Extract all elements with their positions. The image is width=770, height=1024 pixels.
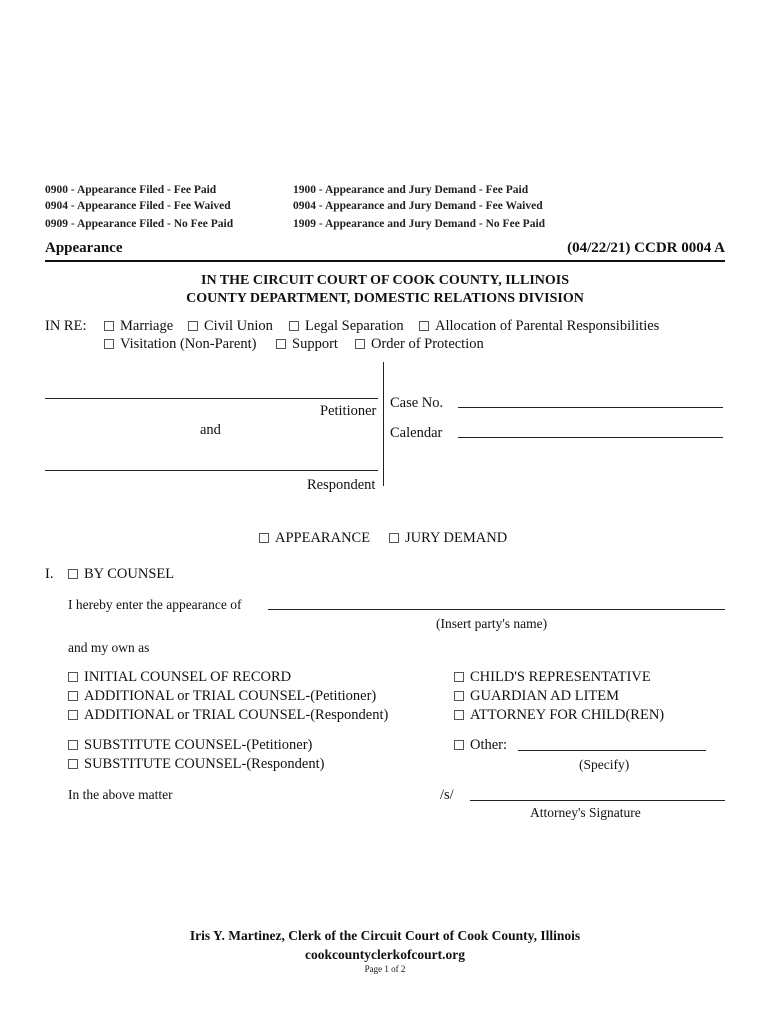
respondent-label: Respondent	[307, 477, 376, 493]
case-no-field[interactable]	[458, 407, 723, 408]
other-specify-field[interactable]	[518, 750, 706, 751]
case-no-label: Case No.	[390, 395, 444, 411]
checkbox-icon[interactable]	[389, 533, 399, 543]
checkbox-icon[interactable]	[454, 740, 464, 750]
specify-hint: (Specify)	[579, 757, 630, 772]
code-0904: 0904 - Appearance Filed - Fee Waived	[45, 200, 231, 212]
and-label: and	[200, 422, 221, 438]
section-number: I.	[45, 566, 54, 582]
signature-label: Attorney's Signature	[530, 805, 641, 820]
form-title: Appearance	[45, 240, 123, 256]
option-label: APPEARANCE	[275, 530, 371, 546]
in-re-allocation[interactable]	[419, 318, 659, 335]
court-name: IN THE CIRCUIT COURT OF COOK COUNTY, ILLINOIS	[201, 273, 569, 288]
checkbox-icon[interactable]	[419, 321, 429, 331]
option-label: CHILD'S REPRESENTATIVE	[470, 669, 651, 685]
checkbox-icon[interactable]	[259, 533, 269, 543]
in-re-visitation[interactable]	[104, 336, 256, 353]
option-attorney-for-children[interactable]	[454, 707, 664, 724]
in-re-marriage[interactable]	[104, 318, 173, 335]
petitioner-name-line[interactable]	[45, 398, 378, 399]
clerk-name: Iris Y. Martinez, Clerk of the Circuit Court of Cook County, Illinois	[189, 928, 581, 943]
checkbox-icon[interactable]	[454, 710, 464, 720]
checkbox-icon[interactable]	[68, 740, 78, 750]
enter-appearance-text: I hereby enter the appearance of	[68, 597, 242, 612]
code-0909: 0909 - Appearance Filed - No Fee Paid	[45, 218, 234, 230]
appearance-option[interactable]	[259, 530, 370, 547]
clerk-website: cookcountyclerkofcourt.org	[304, 947, 466, 962]
jury-demand-option[interactable]	[389, 530, 507, 547]
checkbox-icon[interactable]	[68, 691, 78, 701]
page-number: Page 1 of 2	[364, 964, 406, 974]
option-label: ADDITIONAL or TRIAL COUNSEL-(Petitioner)	[84, 688, 377, 704]
option-label: Legal Separation	[305, 318, 404, 334]
checkbox-icon[interactable]	[68, 710, 78, 720]
option-label: Support	[292, 336, 338, 352]
option-label: ATTORNEY FOR CHILD(REN)	[470, 707, 665, 723]
checkbox-icon[interactable]	[188, 321, 198, 331]
option-other[interactable]	[454, 737, 507, 754]
party-name-field[interactable]	[268, 609, 725, 610]
checkbox-icon[interactable]	[104, 321, 114, 331]
own-as-text: and my own as	[68, 640, 150, 655]
caption-divider	[383, 362, 384, 486]
checkbox-icon[interactable]	[355, 339, 365, 349]
option-label: Other:	[470, 737, 508, 753]
above-matter-text: In the above matter	[68, 787, 173, 802]
code-0900: 0900 - Appearance Filed - Fee Paid	[45, 184, 217, 196]
option-label: Marriage	[120, 318, 174, 334]
option-label: GUARDIAN AD LITEM	[470, 688, 620, 704]
option-childs-representative[interactable]	[454, 669, 651, 686]
option-additional-petitioner[interactable]	[68, 688, 376, 705]
code-1909: 1909 - Appearance and Jury Demand - No Fee Paid	[293, 218, 546, 230]
signature-prefix: /s/	[440, 787, 454, 803]
option-additional-respondent[interactable]	[68, 707, 388, 724]
calendar-field[interactable]	[458, 437, 723, 438]
checkbox-icon[interactable]	[289, 321, 299, 331]
code-0904-jury: 0904 - Appearance and Jury Demand - Fee Waived	[293, 200, 543, 212]
option-label: Civil Union	[204, 318, 273, 334]
in-re-support[interactable]	[276, 336, 338, 353]
option-substitute-respondent[interactable]	[68, 756, 324, 773]
option-label: INITIAL COUNSEL OF RECORD	[84, 669, 292, 685]
petitioner-label: Petitioner	[320, 403, 377, 419]
option-label: SUBSTITUTE COUNSEL-(Respondent)	[84, 756, 325, 772]
form-code: (04/22/21) CCDR 0004 A	[567, 240, 725, 256]
checkbox-icon[interactable]	[68, 672, 78, 682]
checkbox-icon[interactable]	[104, 339, 114, 349]
court-division: COUNTY DEPARTMENT, DOMESTIC RELATIONS DIVISION	[186, 291, 584, 306]
option-label: BY COUNSEL	[84, 566, 175, 582]
option-substitute-petitioner[interactable]	[68, 737, 312, 754]
option-label: Allocation of Parental Responsibilities	[435, 318, 660, 334]
checkbox-icon[interactable]	[68, 569, 78, 579]
option-guardian-ad-litem[interactable]	[454, 688, 619, 705]
in-re-order-of-protection[interactable]	[355, 336, 484, 353]
by-counsel-option[interactable]	[68, 566, 174, 583]
in-re-legal-separation[interactable]	[289, 318, 404, 335]
checkbox-icon[interactable]	[68, 759, 78, 769]
option-label: SUBSTITUTE COUNSEL-(Petitioner)	[84, 737, 313, 753]
respondent-name-line[interactable]	[45, 470, 378, 471]
in-re-civil-union[interactable]	[188, 318, 273, 335]
checkbox-icon[interactable]	[276, 339, 286, 349]
option-label: Order of Protection	[371, 336, 484, 352]
code-1900: 1900 - Appearance and Jury Demand - Fee Paid	[293, 184, 529, 196]
checkbox-icon[interactable]	[454, 691, 464, 701]
party-name-hint: (Insert party's name)	[436, 616, 548, 631]
checkbox-icon[interactable]	[454, 672, 464, 682]
option-initial-counsel[interactable]	[68, 669, 291, 686]
attorney-signature-field[interactable]	[470, 800, 725, 801]
option-label: JURY DEMAND	[405, 530, 508, 546]
option-label: Visitation (Non-Parent)	[120, 336, 257, 352]
option-label: ADDITIONAL or TRIAL COUNSEL-(Respondent)	[84, 707, 389, 723]
calendar-label: Calendar	[390, 425, 443, 441]
header-rule	[45, 260, 725, 262]
in-re-label: IN RE:	[45, 318, 87, 334]
